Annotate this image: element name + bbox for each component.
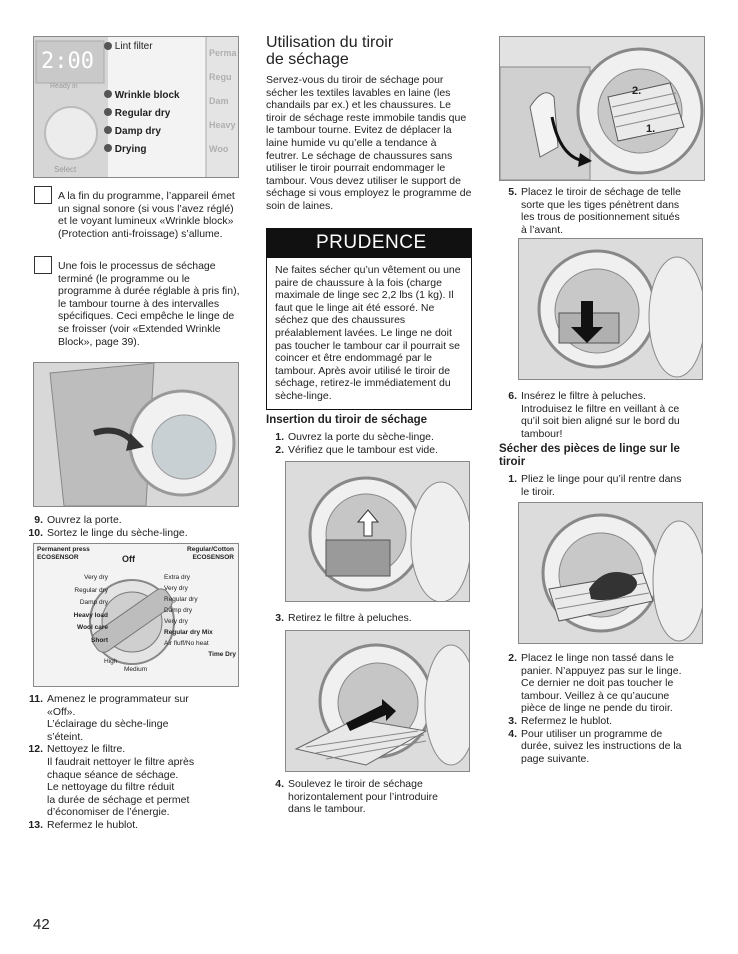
dry-step-1 (499, 473, 705, 498)
section-intro: Servez-vous du tiroir de séchage pour sécher les textiles lavables en laine (les chandails par ex.) et les chaussures. Le tiroir de séchage reste immobile tandis que le tambour tourne. Evitez de déplacer la laine humide vu qu’elle a tendance à feutrer. Le séchage de chaussures sans utiliser le tiroir pourrait endommager le tambour. Vous devez utiliser le support de séchage si vous employez le programme de soin de laines. (266, 74, 472, 212)
door-open-figure (33, 362, 239, 507)
indicator-item: Drying (104, 141, 180, 159)
step-item: 1. Pliez le linge pour qu’il rentre dans le tiroir. (508, 473, 682, 498)
laundry-on-rack-figure (518, 502, 703, 644)
step-item: 5. Placez le tiroir de séchage de telle sorte que les tiges pénètrent dans les trous de positionnement situés à l’avant. (508, 186, 681, 236)
step-item: 1. Ouvrez la porte du sèche-linge. (275, 431, 434, 443)
dial-left-items: Very dry Regular dry Damp dry Heavy load Wool care Short (73, 574, 108, 644)
indicator-led-icon (104, 108, 112, 116)
steps-11-13 (25, 693, 240, 832)
step-item: 2. Vérifiez que le tambour est vide. (275, 443, 438, 456)
step-item: 3. Refermez le hublot. (508, 714, 613, 727)
caution-box (266, 228, 472, 410)
step-5 (499, 186, 705, 236)
drum-empty-figure (285, 461, 470, 602)
indicator-item: Damp dry (104, 123, 180, 141)
dry-title: Sécher des pièces de linge sur le tiroir (499, 443, 680, 468)
panel-select: Select (54, 165, 77, 174)
dial-heat-high: High (104, 658, 118, 665)
control-panel-figure (33, 36, 239, 178)
insert-step-4 (266, 778, 476, 816)
insert-title: Insertion du tiroir de séchage (266, 414, 428, 426)
program-dial-figure (33, 543, 239, 687)
panel-ready-in: Ready in (50, 83, 78, 90)
caution-text: Ne faites sécher qu’un vêtement ou une paire de chaussure à la fois (charge maximale de linge sec 2,2 lbs (1 kg). Il faut que le linge ait été essoré. Ne séchez que des chaussures préalablement lavées. Le linge ne doit pas toucher le tambour car il pourrait se coincer et être endommagé par le tambour. Après avoir utilisé le tiroir de séchage, retirez-le immédiatement du sèche-linge. (266, 258, 472, 410)
panel-display: 2:00 (41, 49, 94, 74)
note-1: A la fin du programme, l’appareil émet un signal sonore (si vous l’avez réglé) et le voyant lumineux «Wrinkle block» (Protection anti-froissage) s’allume. (58, 190, 235, 240)
dial-off-label: Off (122, 554, 135, 564)
lint-filter-label: Lint filter (114, 41, 153, 52)
section-title: Utilisation du tiroir de séchage (266, 34, 394, 68)
dial-right-header: Regular/Cotton ECOSENSOR (187, 546, 234, 561)
page-number: 42 (33, 916, 50, 933)
step-item: 13. Refermez le hublot. (28, 818, 139, 831)
step-item: 11. Amenez le programmateur sur «Off». L’éclairage du sèche-linge s’éteint. (28, 693, 189, 743)
step-item: 2. Placez le linge non tassé dans le panier. N’appuyez pas sur le linge. Ce dernier ne doit pas toucher le tambour. Veillez à ce qu’aucune pièce de linge ne pende du tiroir. (508, 652, 682, 715)
step-6 (499, 390, 705, 440)
step-item: 3. Retirez le filtre à peluches. (275, 612, 412, 624)
panel-side-labels: Perma Regu Dam Heavy Woo (209, 48, 237, 154)
caution-title: PRUDENCE (266, 228, 472, 258)
indicator-item: Regular dry (104, 105, 180, 123)
dry-steps-2-4 (499, 652, 705, 765)
note-checkbox (34, 256, 52, 274)
dial-right-items: Extra dry Very dry Regular dry Damp dry Very dry Regular dry Mix Air fluff/No heat Time Dry (164, 574, 236, 658)
indicator-led-icon (104, 126, 112, 134)
step-item: 9. Ouvrez la porte. (34, 514, 122, 526)
indicator-item: Wrinkle block (104, 87, 180, 105)
note-2: Une fois le processus de séchage terminé (le programme ou le programme à durée réglable à pris fin), le tambour tourne à des intervalles spécifiques. Ceci empêche le linge de se froisser (voir «Extended Wrinkle Block», page 39). (58, 260, 240, 348)
step-item: 4. Pour utiliser un programme de durée, suivez les instructions de la page suivante. (508, 727, 682, 765)
note-checkbox (34, 186, 52, 204)
callout-2: 2. (632, 85, 642, 97)
filter-insert-figure (518, 238, 703, 380)
lint-filter-indicator (104, 41, 153, 53)
step-item: 6. Insérez le filtre à peluches. Introduisez le filtre en veillant à ce qu’il soit bien aligné sur le bord du tambour! (508, 390, 680, 440)
indicator-list (104, 87, 180, 159)
indicator-led-icon (104, 90, 112, 98)
steps-9-10 (25, 514, 240, 539)
callout-1: 1. (646, 123, 656, 135)
insert-steps-1-2 (266, 431, 476, 456)
step-item: 12. Nettoyez le filtre. Il faudrait nettoyer le filtre après chaque séance de séchage. Le nettoyage du filtre réduit la durée de séchage et permet d’économiser de l’énergie. (28, 743, 195, 819)
step-item: 10. Sortez le linge du sèche-linge. (28, 526, 188, 539)
indicator-led-icon (104, 144, 112, 152)
dial-heat-medium: Medium (124, 666, 148, 673)
rack-positioning-figure (499, 36, 705, 181)
filter-removal-figure (285, 630, 470, 772)
insert-step-3 (266, 612, 476, 625)
step-item: 4. Soulevez le tiroir de séchage horizontalement pour l’introduire dans le tambour. (275, 778, 438, 816)
dial-left-header: Permanent press ECOSENSOR (37, 546, 90, 561)
indicator-led-icon (104, 42, 112, 50)
